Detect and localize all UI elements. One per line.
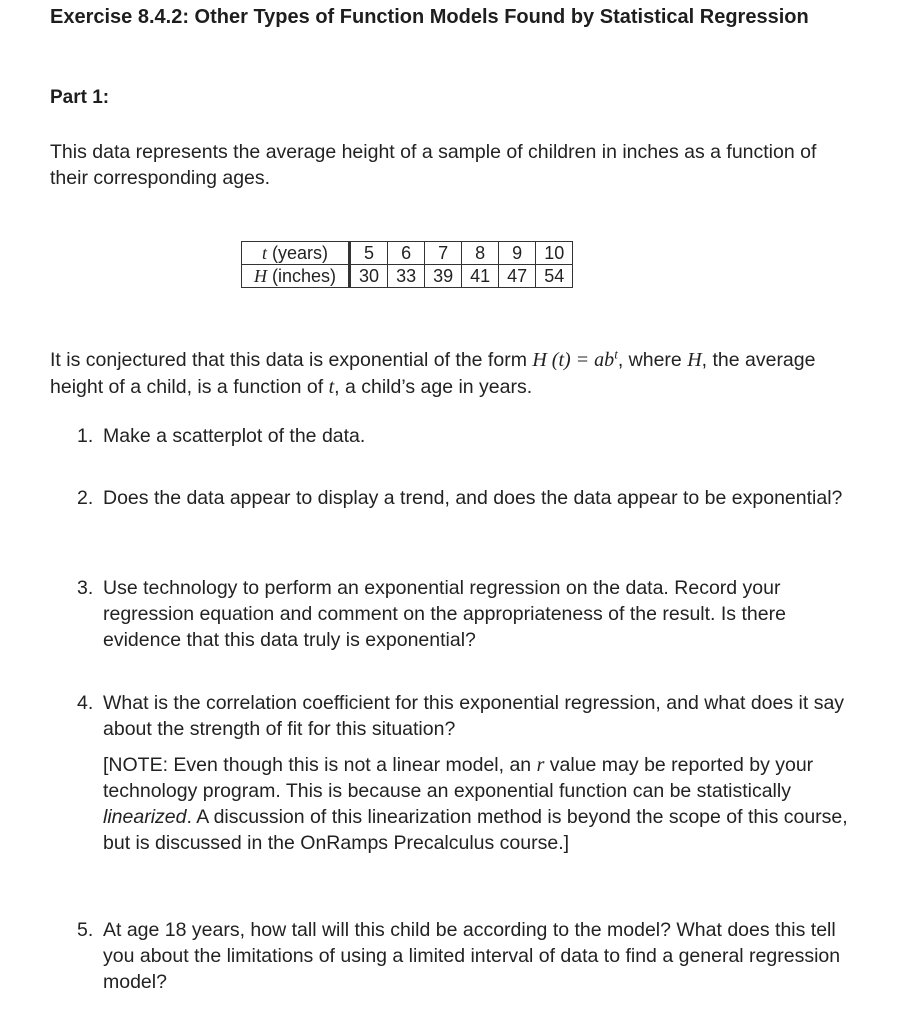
table-cell: 33: [388, 265, 425, 288]
table-cell: 41: [462, 265, 499, 288]
note-text: . A discussion of this linearization method is beyond the scope of this course, but is discussed in the OnRamps Precalculus course.]: [103, 806, 848, 854]
question-number: 4.: [77, 692, 94, 714]
question-text: At age 18 years, how tall will this child be according to the model? What does this tell you about the limitations of using a limited interval of data to find a general regression model?: [103, 919, 841, 993]
row-header-age: [242, 242, 350, 265]
question-item: [77, 485, 857, 511]
model-formula: [532, 346, 618, 371]
table-cell: 54: [536, 265, 573, 288]
data-table: [241, 241, 573, 288]
question-text: What is the correlation coefficient for this exponential regression, and what does it say about the strength of fit for this situation?: [103, 692, 845, 740]
exercise-title: Exercise 8.4.2: Other Types of Function Models Found by Statistical Regression: [50, 6, 809, 28]
row-header-height: [242, 265, 350, 288]
table-cell: 39: [425, 265, 462, 288]
table-cell: 47: [499, 265, 536, 288]
question-number: 1.: [77, 425, 94, 447]
conjecture-paragraph: [50, 347, 865, 401]
question-number: 5.: [77, 919, 94, 941]
question-number: 2.: [77, 487, 94, 509]
table-cell: 7: [425, 242, 462, 265]
question-item: [77, 575, 857, 653]
variable-t: t: [262, 243, 268, 263]
conjecture-text: , where: [617, 349, 688, 371]
part-heading: Part 1:: [50, 87, 110, 108]
question-item: [77, 423, 857, 449]
variable-r: r: [536, 754, 545, 776]
unit-inches: (inches): [272, 266, 337, 286]
question-item: [77, 690, 857, 856]
question-text: Make a scatterplot of the data.: [103, 425, 366, 447]
conjecture-text: It is conjectured that this data is exponential of the form: [50, 349, 533, 371]
table-cell: 30: [350, 265, 388, 288]
table-cell: 8: [462, 242, 499, 265]
note-text: [NOTE: Even though this is not a linear model, an: [103, 754, 537, 776]
conjecture-text: , the average height of a child, is a function of: [50, 349, 816, 398]
note-paragraph: [103, 752, 857, 856]
table-cell: 10: [536, 242, 573, 265]
table-row-age: [242, 242, 573, 265]
note-text: value may be reported by your technology program. This is because an exponential function can be statistically: [103, 754, 814, 802]
conjecture-text: , a child’s age in years.: [334, 376, 533, 398]
question-text: Does the data appear to display a trend, and does the data appear to be exponential?: [103, 487, 843, 509]
formula-base: H (t) = ab: [532, 349, 615, 371]
intro-paragraph: This data represents the average height of a sample of children in inches as a function of their corresponding ages.: [50, 141, 817, 189]
variable-h: H: [254, 266, 267, 286]
unit-years: (years): [272, 243, 329, 263]
note-emphasis: linearized: [103, 806, 187, 828]
question-text: Use technology to perform an exponential regression on the data. Record your regression equation and comment on the appropriateness of the result. Is there evidence that this data truly is exponential?: [103, 577, 786, 651]
variable-t: t: [328, 376, 335, 398]
table-cell: 5: [350, 242, 388, 265]
question-number: 3.: [77, 577, 94, 599]
table-row-height: [242, 265, 573, 288]
variable-h: H: [687, 349, 702, 371]
table-cell: 9: [499, 242, 536, 265]
question-item: [77, 917, 857, 995]
table-cell: 6: [388, 242, 425, 265]
formula-exponent: t: [614, 346, 618, 362]
